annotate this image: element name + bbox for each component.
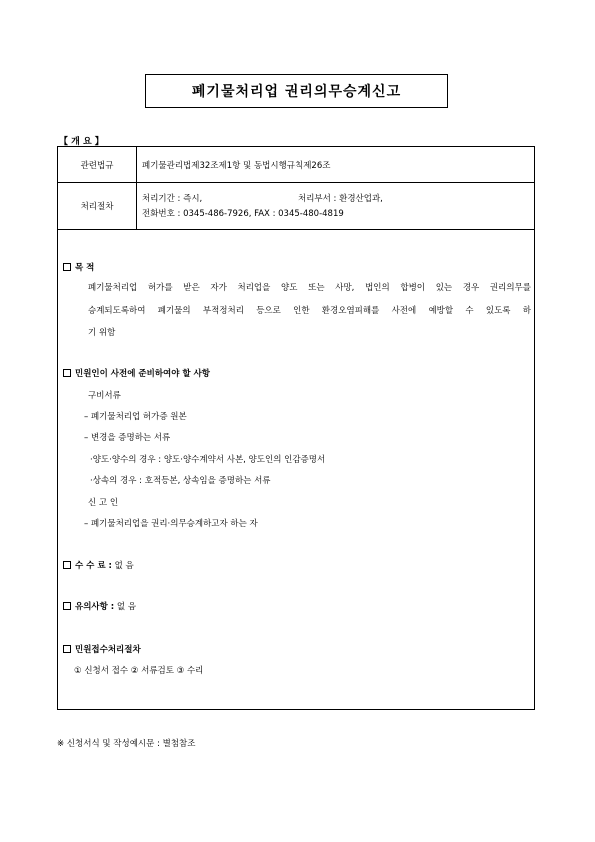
prep-heading-text: 민원인이 사전에 준비하여야 할 사항 <box>75 369 211 379</box>
list-item: – 폐기물처리업 허가증 원본 <box>84 412 187 422</box>
overview-label: 【 개 요 】 <box>59 137 104 147</box>
procedure-label: 처리절차 <box>58 182 137 229</box>
procedure-heading-text: 민원접수처리절차 <box>75 645 141 655</box>
checkbox-square-icon <box>63 645 71 653</box>
processing-dept: 처리부서 : 환경산업과, <box>298 194 383 204</box>
list-item: ·상속의 경우 : 호적등본, 상속임을 증명하는 서류 <box>90 476 271 486</box>
info-frame <box>57 146 535 710</box>
notes-row <box>63 600 136 612</box>
notes-value: 없 음 <box>116 602 137 612</box>
fee-label: 수 수 료 : <box>75 561 112 571</box>
law-value: 폐기물관리법제32조제1항 및 동법시행규칙제26조 <box>142 161 331 171</box>
contact-numbers: 전화번호 : 0345-486-7926, FAX : 0345-480-4819 <box>142 209 344 219</box>
purpose-line-2: 승계되도록하여 폐기물의 부적정처리 등으로 인한 환경오염피해를 사전에 예방할 수 있도록 하 <box>88 306 531 316</box>
checkbox-square-icon <box>63 561 71 569</box>
applicant-label: 신 고 인 <box>88 498 119 508</box>
fee-value: 없 음 <box>114 561 134 571</box>
fee-row <box>63 559 134 571</box>
prep-heading <box>63 367 210 379</box>
law-label: 관련법규 <box>58 147 137 182</box>
applicant-item: – 폐기물처리업을 권리·의무승계하고자 하는 자 <box>84 519 258 529</box>
footnote: ※ 신청서식 및 작성예시문 : 별첨참조 <box>57 739 196 749</box>
notes-label: 유의사항 : <box>75 602 115 612</box>
purpose-line-1: 폐기물처리업 허가를 받은 자가 처리업을 양도 또는 사망, 법인의 합병이 있는 경우 권리의무를 <box>88 283 531 293</box>
table-row-law <box>58 147 534 183</box>
checkbox-square-icon <box>63 602 71 610</box>
procedure-steps: ① 신청서 접수 ② 서류검토 ③ 수리 <box>74 666 204 676</box>
purpose-heading <box>63 261 94 273</box>
purpose-line-3: 기 위함 <box>88 328 116 338</box>
list-item: ·양도·양수의 경우 : 양도·양수계약서 사본, 양도인의 인감증명서 <box>90 455 326 465</box>
procedure-heading <box>63 643 141 655</box>
list-item: – 변경을 증명하는 서류 <box>84 433 171 443</box>
purpose-heading-text: 목 적 <box>75 263 95 273</box>
checkbox-square-icon <box>63 263 71 271</box>
processing-period: 처리기간 : 즉시, <box>142 194 203 204</box>
checkbox-square-icon <box>63 369 71 377</box>
table-row-procedure <box>58 182 534 230</box>
required-docs-label: 구비서류 <box>88 391 121 401</box>
page-title: 폐기물처리업 권리의무승계신고 <box>145 74 448 108</box>
